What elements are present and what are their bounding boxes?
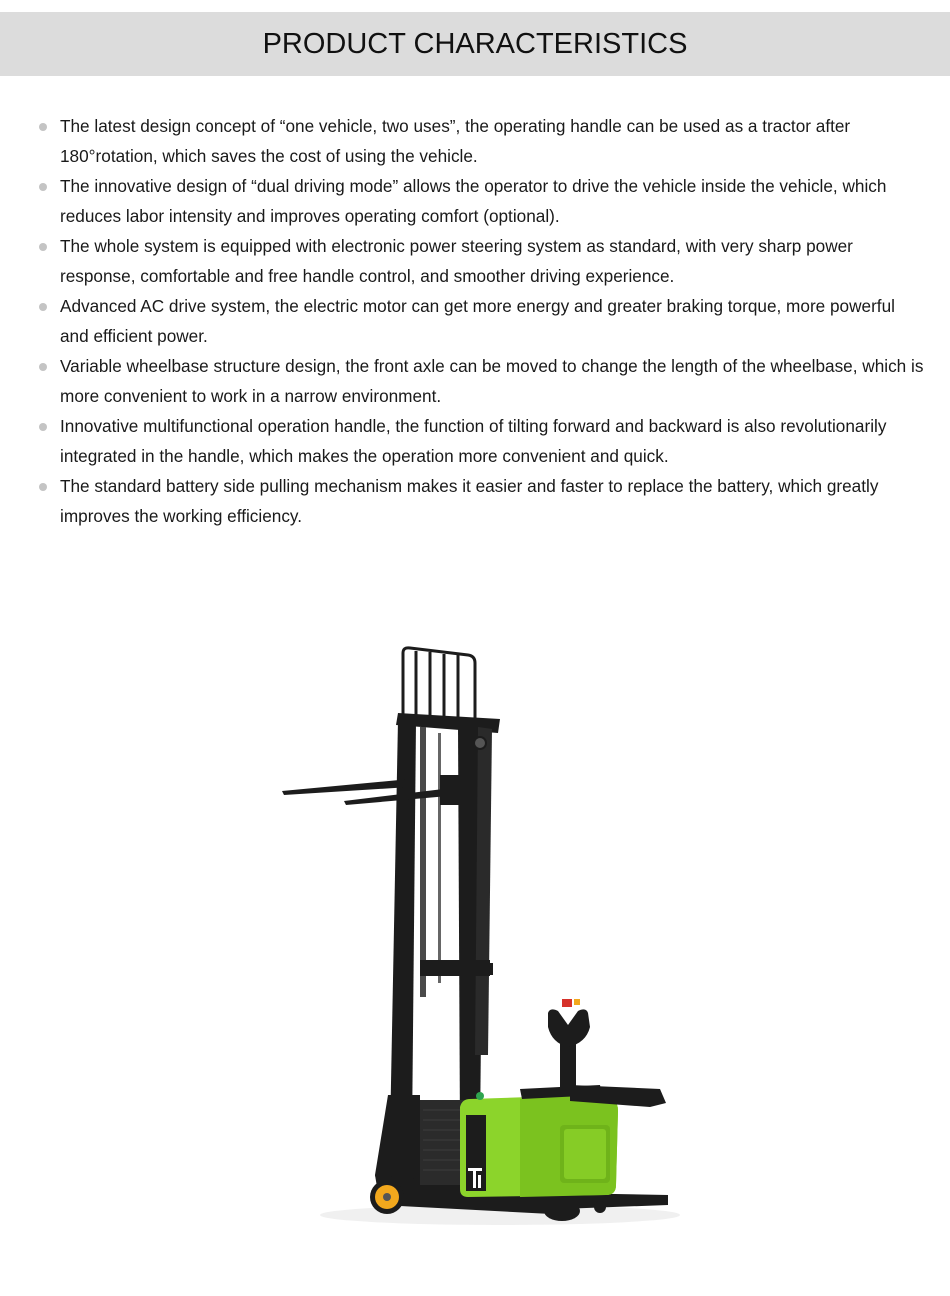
feature-text: The standard battery side pulling mechanism makes it easier and faster to replace the battery, which greatly improves the working efficiency. [60, 476, 879, 526]
bullet-dot-icon [39, 363, 47, 371]
feature-text: Advanced AC drive system, the electric motor can get more energy and greater braking torque, more powerful and efficient power. [60, 296, 895, 346]
bullet-dot-icon [39, 303, 47, 311]
feature-item [38, 351, 928, 411]
load-backrest [403, 648, 475, 720]
electric-stacker-illustration [270, 615, 690, 1235]
feature-text: The whole system is equipped with electronic power steering system as standard, with very sharp power response, comfortable and free handle control, and smoother driving experience. [60, 236, 853, 286]
feature-text: Variable wheelbase structure design, the front axle can be moved to change the length of the wheelbase, which is more convenient to work in a narrow environment. [60, 356, 924, 406]
section-header [0, 12, 950, 76]
bullet-dot-icon [39, 423, 47, 431]
bullet-dot-icon [39, 483, 47, 491]
feature-list [38, 111, 928, 531]
tiller-handle [548, 999, 666, 1107]
feature-item [38, 471, 928, 531]
stacker-product-image [270, 615, 690, 1235]
feature-item [38, 231, 928, 291]
load-wheel [370, 1180, 404, 1214]
feature-item [38, 291, 928, 351]
green-body [460, 1092, 618, 1197]
bullet-dot-icon [39, 183, 47, 191]
section-title: PRODUCT CHARACTERISTICS [262, 27, 688, 60]
bullet-dot-icon [39, 243, 47, 251]
caster-wheel [594, 1201, 606, 1213]
feature-text: The innovative design of “dual driving mode” allows the operator to drive the vehicle inside the vehicle, which reduces labor intensity and improves operating comfort (optional). [60, 176, 887, 226]
feature-item [38, 111, 928, 171]
feature-text: Innovative multifunctional operation handle, the function of tilting forward and backward is also revolutionarily integrated in the handle, which makes the operation more convenient and quick. [60, 416, 887, 466]
feature-item [38, 171, 928, 231]
drive-wheel [544, 1201, 580, 1221]
feature-text: The latest design concept of “one vehicle, two uses”, the operating handle can be used as a tractor after 180°rotation, which saves the cost of using the vehicle. [60, 116, 851, 166]
forks [282, 765, 462, 805]
feature-item [38, 411, 928, 471]
bullet-dot-icon [39, 123, 47, 131]
